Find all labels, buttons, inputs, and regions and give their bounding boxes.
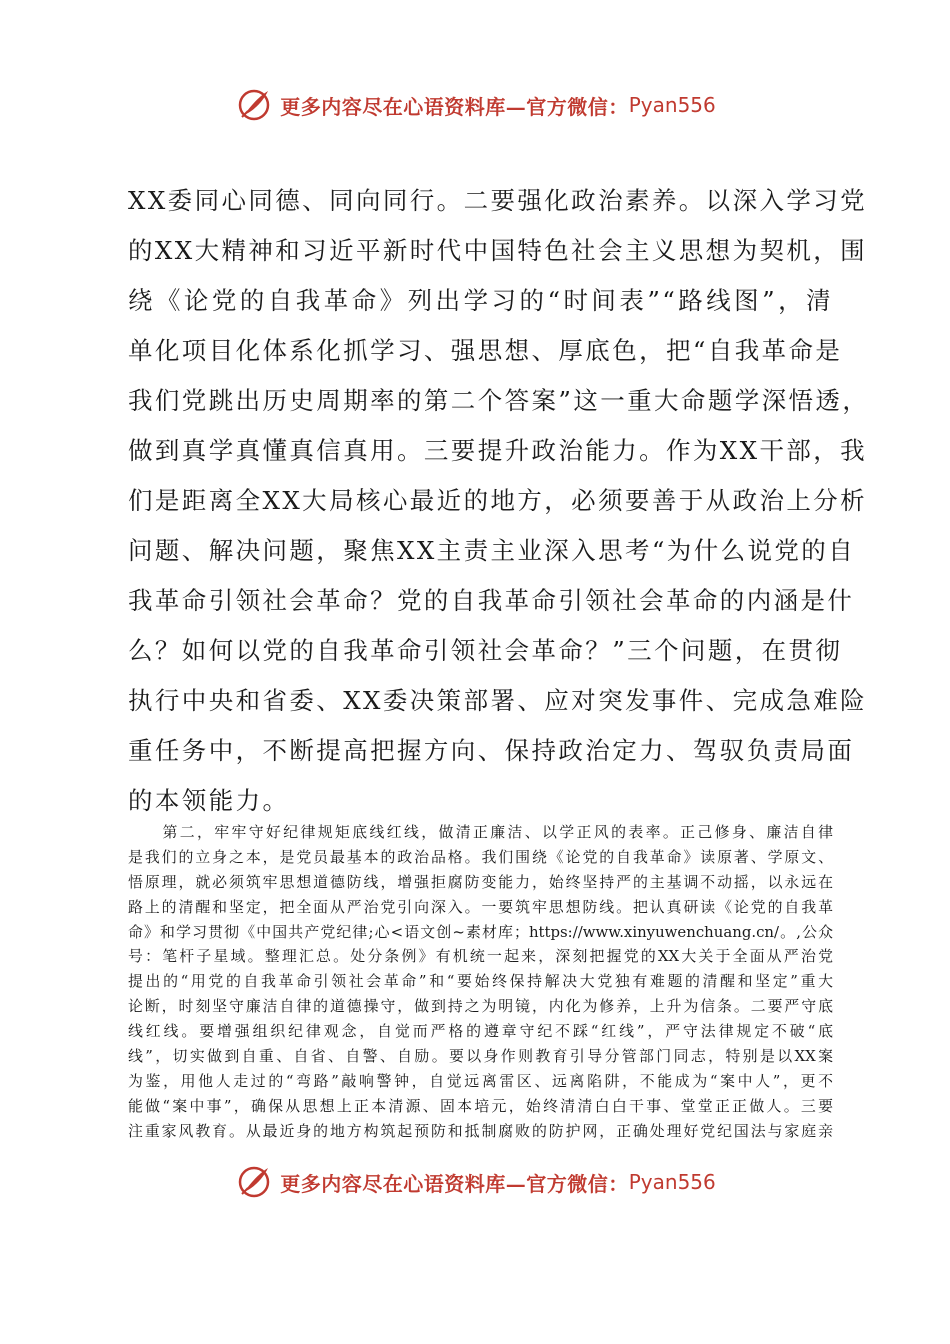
text-line: 路上的清醒和坚定，把全面从严治党引向深入。一要筑牢思想防线。把认真研读《论党的自我革 (128, 897, 833, 916)
body-paragraph-large (128, 176, 870, 826)
text-line: 是我们的立身之本，是党员最基本的政治品格。我们围绕《论党的自我革命》读原著、学原文、 (128, 847, 833, 866)
text-line: 重任务中，不断提高把握方向、保持政治定力、驾驭负责局面 (128, 736, 855, 765)
text-line: 做到真学真懂真信真用。三要提升政治能力。作为XX干部，我 (128, 436, 868, 465)
text-line: 我革命引领社会革命？党的自我革命引领社会革命的内涵是什 (128, 586, 855, 615)
footer-wechat-id: Pyan556 (628, 1170, 716, 1194)
text-line: 注重家风教育。从最近身的地方构筑起预防和抵制腐败的防护网，正确处理好党纪国法与家庭亲 (128, 1121, 833, 1140)
text-line: 能做“案中事”，确保从思想上正本清源、固本培元，始终清清白白干事、堂堂正正做人。三要 (128, 1096, 833, 1115)
footer-banner (0, 1157, 950, 1207)
text-line: XX委同心同德、同向同行。二要强化政治素养。以深入学习党 (128, 186, 868, 215)
text-line: 绕《论党的自我革命》列出学习的“时间表”“路线图”，清 (128, 286, 833, 315)
text-line: 提出的“用党的自我革命引领社会革命”和“要始终保持解决大党独有难题的清醒和坚定”重大 (128, 972, 833, 991)
text-line: 第二，牢牢守好纪律规矩底线红线，做清正廉洁、以学正风的表率。正己修身、廉洁自律 (128, 823, 833, 841)
text-line: 悟原理，就必须筑牢思想道德防线，增强拒腐防变能力，始终坚持严的主基调不动摇，以永远在 (128, 872, 833, 891)
body-paragraph-small (128, 820, 833, 1144)
header-wechat-id: Pyan556 (628, 93, 716, 117)
text-line: 线红线。要增强组织纪律观念，自觉而严格的遵章守纪不踩“红线”，严守法律规定不破“底 (128, 1022, 833, 1041)
text-line: 论断，时刻坚守廉洁自律的道德操守，做到持之为明镜，内化为修养，上升为信条。二要严守底 (128, 997, 833, 1016)
footer-banner-text: 更多内容尽在心语资料库—官方微信： (280, 1171, 629, 1196)
text-line: 我们党跳出历史周期率的第二个答案”这一重大命题学深悟透， (128, 386, 870, 415)
feather-pen-logo-icon (234, 85, 274, 125)
text-line: 么？如何以党的自我革命引领社会革命？”三个问题，在贯彻 (128, 636, 843, 665)
text-line: 命》和学习贯彻《中国共产党纪律;心<语文创~素材库；https://www.xinyuwenchuang.cn/。,公众 (128, 922, 833, 941)
text-line: 为鉴，用他人走过的“弯路”敲响警钟，自觉远离雷区、远离陷阱，不能成为“案中人”，更不 (128, 1071, 833, 1090)
header-banner (0, 80, 950, 130)
header-banner-text: 更多内容尽在心语资料库—官方微信： (280, 94, 629, 119)
text-line: 执行中央和省委、XX委决策部署、应对突发事件、完成急难险 (128, 686, 868, 715)
feather-pen-logo-icon (234, 1162, 274, 1202)
text-line: 问题、解决问题，聚焦XX主责主业深入思考“为什么说党的自 (128, 536, 856, 565)
text-line: 的XX大精神和习近平新时代中国特色社会主义思想为契机，围 (128, 236, 868, 265)
text-line: 号：笔杆子星域。整理汇总。处分条例》有机统一起来，深刻把握党的XX大关于全面从严治党 (128, 947, 833, 966)
text-line: 线”，切实做到自重、自省、自警、自励。要以身作则教育引导分管部门同志，特别是以XX案 (128, 1047, 833, 1066)
text-line: 的本领能力。 (128, 786, 290, 815)
text-line: 单化项目化体系化抓学习、强思想、厚底色，把“自我革命是 (128, 336, 843, 365)
text-line: 们是距离全XX大局核心最近的地方，必须要善于从政治上分析 (128, 486, 868, 515)
